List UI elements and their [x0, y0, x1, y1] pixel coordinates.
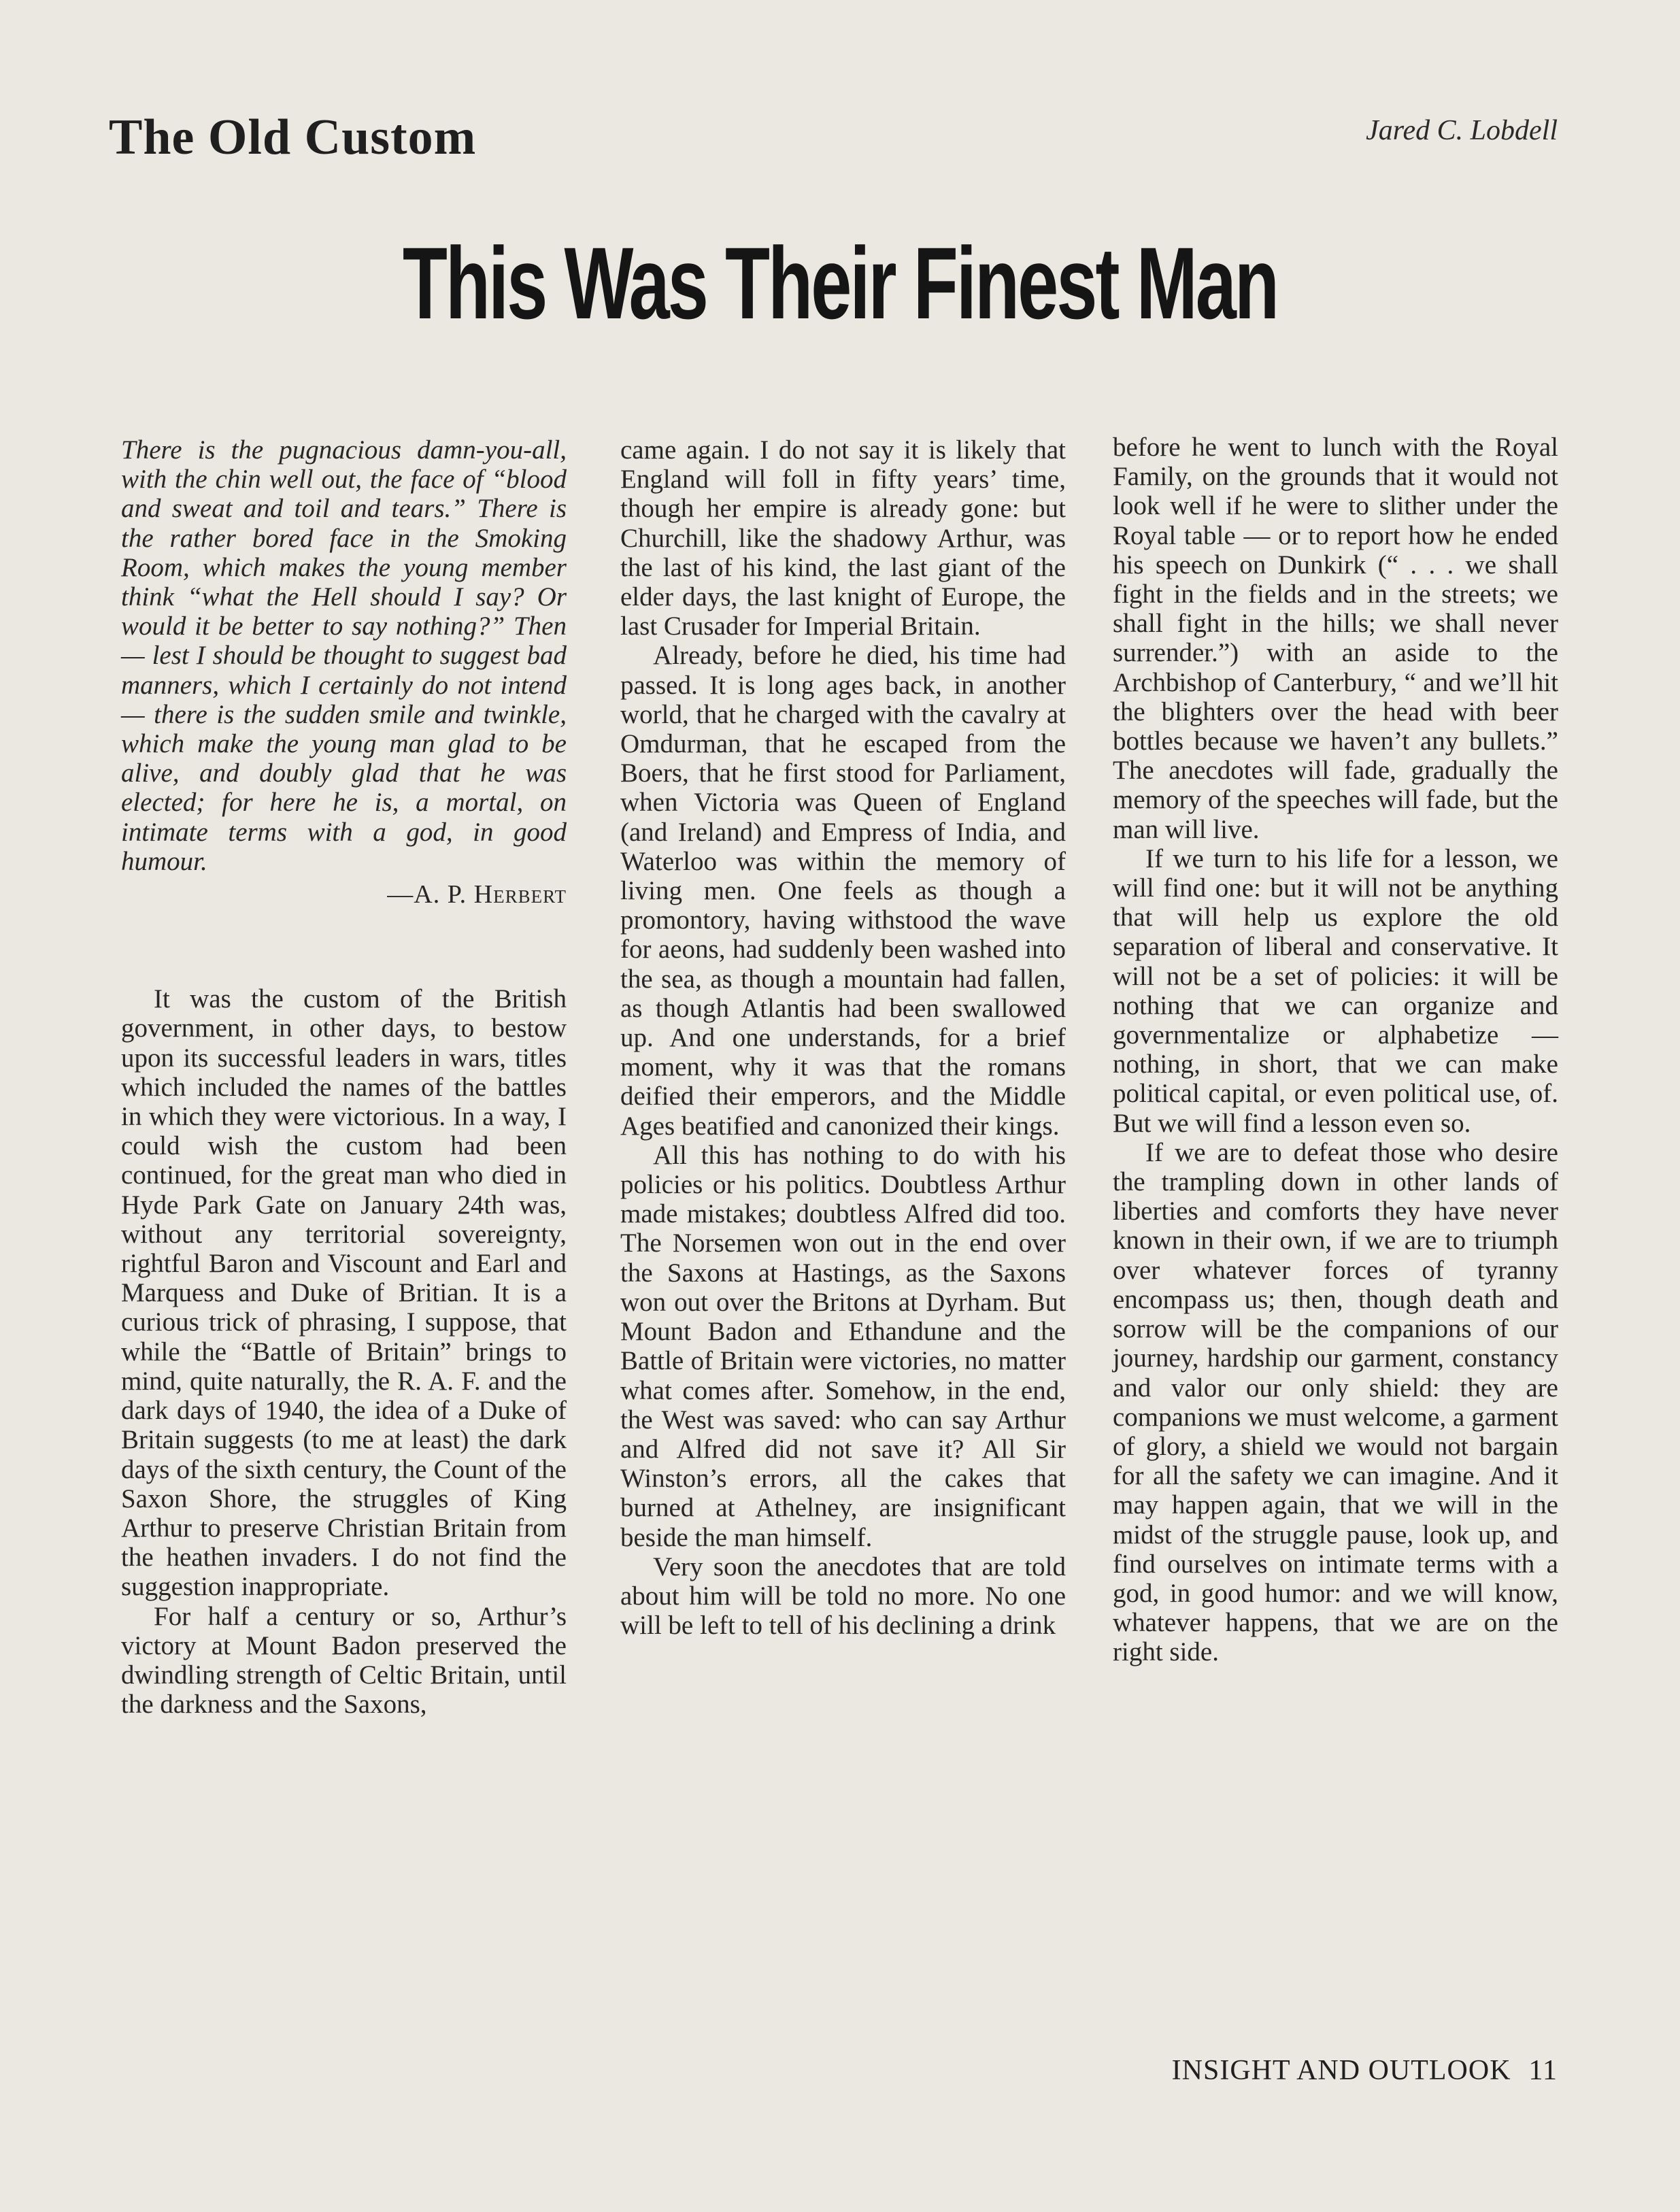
paragraph: If we turn to his life for a lesson, we will find one: but it will not be anything that will help us explore the old separation of liberal and conservative. It will not be a set of policies: it will be nothing that we can organize and governmentalize or alphabetize — nothing, in short, that we can make political capital, or even political use, of. But we will find a lesson even so. — [1113, 843, 1558, 1138]
attribution-name: Herbert — [473, 880, 567, 909]
text-column-1 — [121, 435, 567, 1719]
paragraph: It was the custom of the British government, in other days, to bestow upon its successful leaders in wars, titles which included the names of the battles in which they were victorious. In a way, I could wish the custom had been continued, for the great man who died in Hyde Park Gate on January 24th was, without any territorial sovereignty, rightful Baron and Viscount and Earl and Marquess and Duke of Britian. It is a curious trick of phrasing, I suppose, that while the “Battle of Britain” brings to mind, quite naturally, the R. A. F. and the dark days of 1940, the idea of a Duke of Britain suggests (to me at least) the dark days of the sixth century, the Count of the Saxon Shore, the struggles of King Arthur to preserve Christian Britain from the heathen invaders. I do not find the suggestion inappropriate. — [121, 984, 567, 1602]
epigraph-attribution — [121, 880, 567, 909]
epigraph-quote: There is the pugnacious damn-you-all, with the chin well out, the face of “blood and sweat and toil and tears.” There is the rather bored face in the Smoking Room, which makes the young member think “what the Hell should I say? Or would it be better to say nothing?” Then — lest I should be thought to suggest bad manners, which I certainly do not intend — there is the sudden smile and twinkle, which make the young man glad to be alive, and doubly glad that he was elected; for here he is, a mortal, on intimate terms with a god, in good humour. — [121, 435, 567, 876]
paragraph: came again. I do not say it is likely that England will foll in fifty years’ time, though her empire is already gone: but Churchill, like the shadowy Arthur, was the last of his kind, the last giant of the elder days, the last knight of Europe, the last Crusader for Imperial Britain. — [620, 435, 1066, 641]
column-title: The Old Custom — [109, 110, 477, 165]
text-column-3 — [1113, 433, 1558, 1667]
text-column-2 — [620, 435, 1066, 1640]
paragraph: If we are to defeat those who desire the trampling down in other lands of liberties and comforts they have never known in their own, if we are to triumph over whatever forces of tyranny encompass us; then, though death and sorrow will be the companions of our journey, hardship our garment, constancy and valor our only shield: they are companions we must welcome, a garment of glory, a shield we would not bargain for all the safety we can imagine. And it may happen again, that we will in the midst of the struggle pause, look up, and find ourselves on intimate terms with a god, in good humor: and we will know, whatever happens, that we are on the right side. — [1113, 1137, 1558, 1667]
article-headline: This Was Their Finest Man — [402, 226, 1278, 340]
page-footer — [1172, 2054, 1558, 2087]
paragraph: All this has nothing to do with his policies or his politics. Doubtless Arthur made mistakes; doubtless Alfred did too. The Norsemen won out in the end over the Saxons at Hastings, as the Saxons won out over the Britons at Dyrham. But Mount Badon and Ethandune and the Battle of Britain were victories, no matter what comes after. Somehow, in the end, the West was saved: who can say Arthur and Alfred did not save it? All Sir Winston’s errors, all the cakes that burned at Athelney, are insignificant beside the man himself. — [620, 1140, 1066, 1552]
paragraph: For half a century or so, Arthur’s victory at Mount Badon preserved the dwindling strength of Celtic Britain, until the darkness and the Saxons, — [121, 1601, 567, 1720]
page-number: 11 — [1528, 2055, 1558, 2086]
author-byline: Jared C. Lobdell — [1366, 115, 1558, 146]
paragraph: Already, before he died, his time had passed. It is long ages back, in another world, that he charged with the cavalry at Omdurman, that he escaped from the Boers, that he first stood for Parliament, when Victoria was Queen of England (and Ireland) and Empress of India, and Waterloo was within the memory of living men. One feels as though a promontory, having withstood the wave for aeons, had suddenly been washed into the sea, as though a mountain had fallen, as though Atlantis had been swallowed up. And one understands, for a brief moment, why it was that the romans deified their emperors, and the Middle Ages beatified and canonized their kings. — [620, 641, 1066, 1141]
publication-name: INSIGHT AND OUTLOOK — [1171, 2055, 1511, 2086]
paragraph: Very soon the anecdotes that are told about him will be told no more. No one will be left to tell of his declining a drink — [620, 1552, 1066, 1641]
spacer — [121, 909, 567, 984]
attribution-initials: —A. P. — [387, 880, 474, 909]
paragraph: before he went to lunch with the Royal Family, on the grounds that it would not look well if he were to slither under the Royal table — or to report how he ended his speech on Dunkirk (“ . . . we shall fight in the fields and in the streets; we shall fight in the hills; we shall never surrender.”) with an aside to the Archbishop of Canterbury, “ and we’ll hit the blighters over the head with beer bottles because we haven’t any bullets.” The anecdotes will fade, gradually the memory of the speeches will fade, but the man will live. — [1113, 433, 1558, 844]
